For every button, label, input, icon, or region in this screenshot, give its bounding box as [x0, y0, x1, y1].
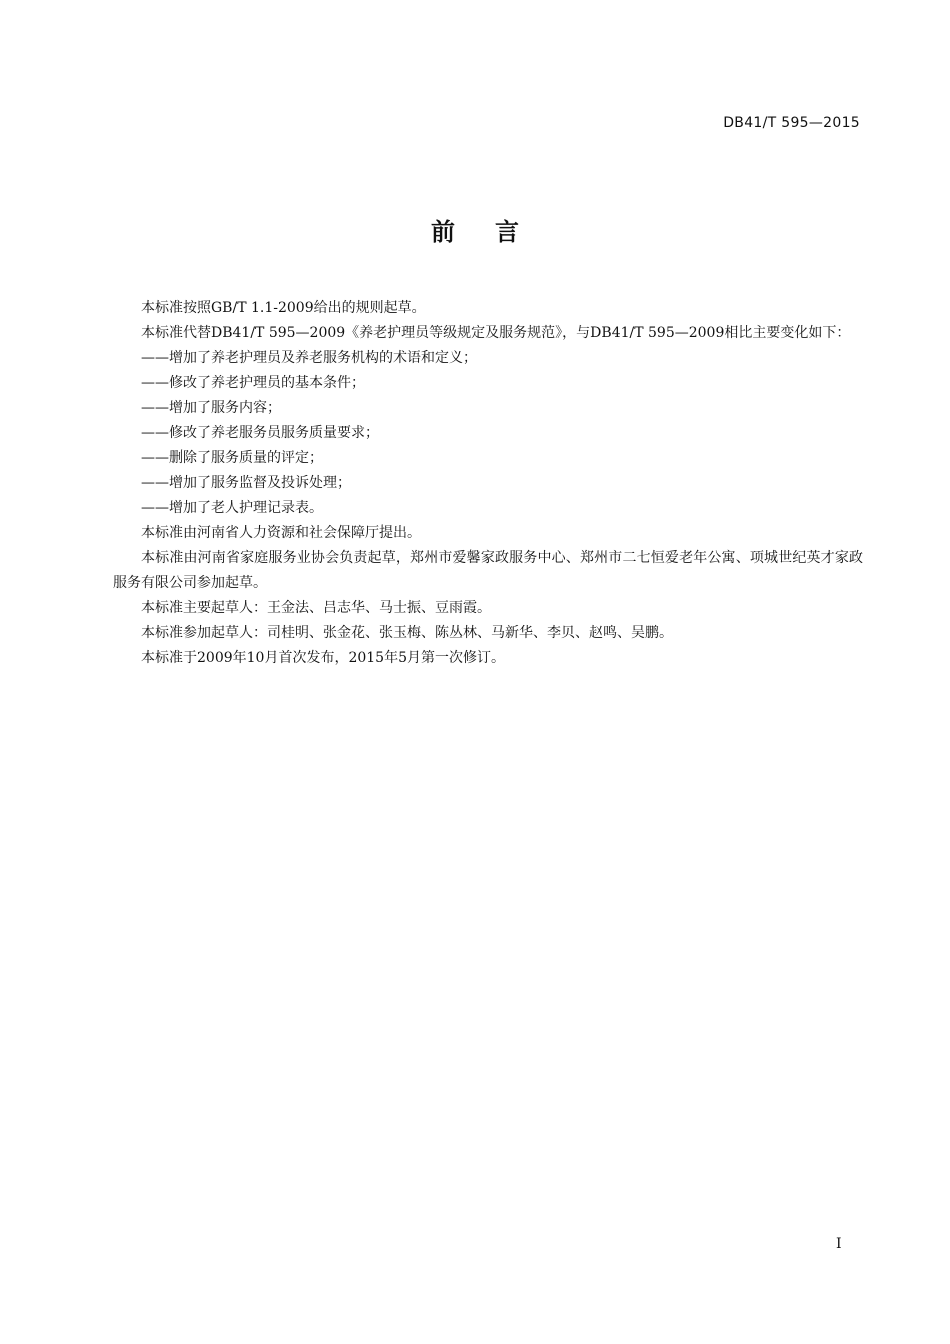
- document-code: DB41/T 595—2015: [723, 115, 860, 131]
- change-item: ——增加了服务内容；: [141, 400, 281, 416]
- paragraph-drafting-rules: 本标准按照GB/T 1.1-2009给出的规则起草。: [141, 300, 426, 316]
- change-item: ——修改了养老服务员服务质量要求；: [141, 425, 379, 441]
- paragraph-proposer: 本标准由河南省人力资源和社会保障厅提出。: [141, 525, 421, 541]
- paragraph-participating-drafters: 本标准参加起草人：司桂明、张金花、张玉梅、陈丛林、马新华、李贝、赵鸣、吴鹏。: [141, 625, 673, 641]
- change-item: ——增加了老人护理记录表。: [141, 500, 323, 516]
- page-number: I: [836, 1236, 842, 1252]
- paragraph-main-drafters: 本标准主要起草人：王金法、吕志华、马士振、豆雨霞。: [141, 600, 491, 616]
- paragraph-release-history: 本标准于2009年10月首次发布，2015年5月第一次修订。: [141, 650, 505, 666]
- foreword-body: [113, 296, 863, 671]
- page-title: 前言: [431, 218, 559, 246]
- change-item: ——增加了养老护理员及养老服务机构的术语和定义；: [141, 350, 477, 366]
- paragraph-drafting-units: 本标准由河南省家庭服务业协会负责起草，郑州市爱馨家政服务中心、郑州市二七恒爱老年公寓、项城世纪英才家政服务有限公司参加起草。: [113, 550, 863, 591]
- change-item: ——增加了服务监督及投诉处理；: [141, 475, 351, 491]
- change-item: ——修改了养老护理员的基本条件；: [141, 375, 365, 391]
- change-item: ——删除了服务质量的评定；: [141, 450, 323, 466]
- paragraph-replacement: 本标准代替DB41/T 595—2009《养老护理员等级规定及服务规范》，与DB41/T 595—2009相比主要变化如下：: [141, 325, 851, 341]
